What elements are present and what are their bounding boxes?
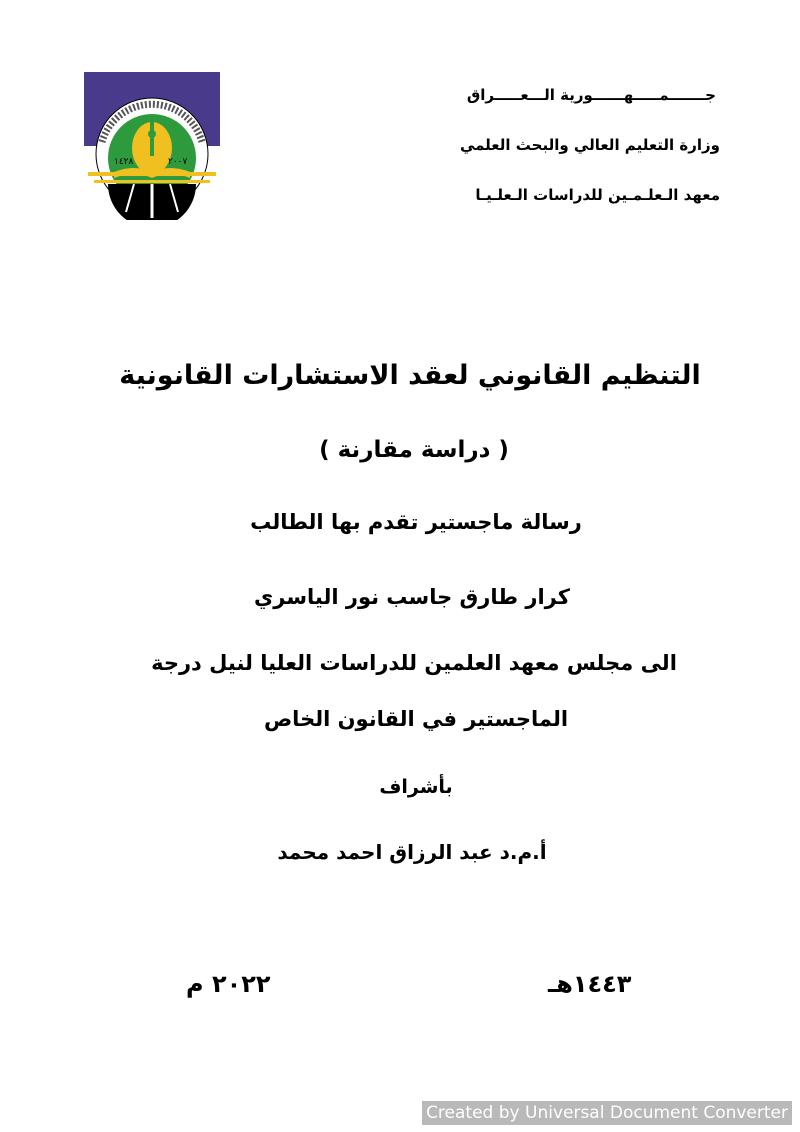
supervision-label: بأشراف: [379, 776, 453, 798]
student-name: كرار طارق جاسب نور الياسري: [254, 585, 570, 609]
logo-year-left: ١٤٢٨: [114, 157, 134, 167]
thesis-subtitle: ( دراسة مقارنة ): [319, 437, 509, 463]
supervisor-name: أ.م.د عبد الرزاق احمد محمد: [277, 840, 547, 864]
logo-year-right: ٢٠٠٧: [168, 157, 188, 167]
ministry-name: وزارة التعليم العالي والبحث العلمي: [459, 136, 720, 154]
institute-logo: [84, 72, 220, 220]
submitted-by-line: رسالة ماجستير تقدم بها الطالب: [250, 510, 582, 534]
hijri-date: ١٤٤٣هـ: [548, 970, 632, 998]
institute-seal-icon: [84, 72, 220, 220]
institute-name: معهد الـعلـمـين للدراسات الـعلـيـا: [475, 186, 720, 204]
country-name: جـــــــمـــــهــــــورية الـــعـــــراق: [466, 86, 716, 104]
council-line-1: الى مجلس معهد العلمين للدراسات العليا لنيل درجة: [151, 651, 677, 675]
converter-watermark: Created by Universal Document Converter: [422, 1101, 792, 1125]
thesis-title: التنظيم القانوني لعقد الاستشارات القانونية: [119, 360, 701, 391]
council-line-2: الماجستير في القانون الخاص: [263, 707, 569, 731]
gregorian-date: ٢٠٢٢ م: [186, 970, 271, 998]
